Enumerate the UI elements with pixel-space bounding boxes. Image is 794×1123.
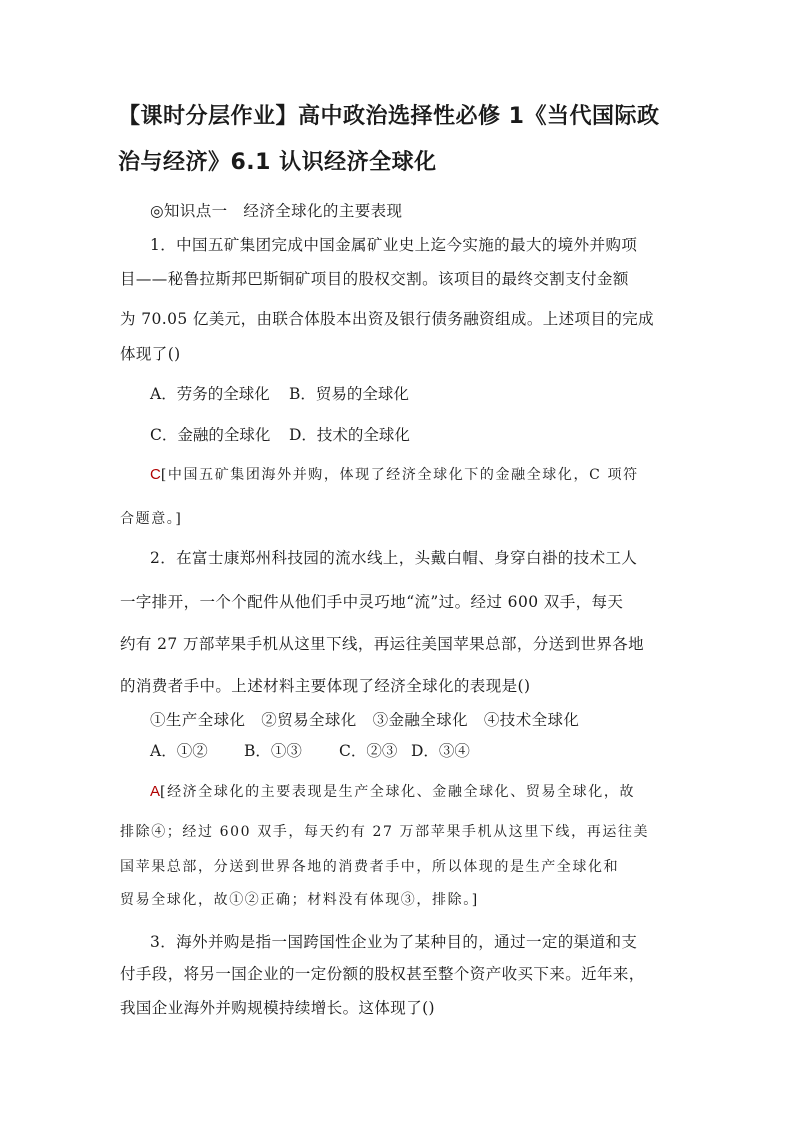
question-2-option-a: A．①②: [150, 742, 208, 760]
question-1-option-c: C．金融的全球化: [150, 426, 271, 444]
question-1-option-d: D．技术的全球化: [289, 426, 410, 444]
question-1-option-b: B．贸易的全球化: [289, 385, 409, 403]
question-2-line-1: 2．在富士康郑州科技园的流水线上，头戴白帽、身穿白褂的技术工人: [150, 549, 638, 567]
question-3-line-3: 我国企业海外并购规模持续增长。这体现了(): [120, 999, 435, 1017]
question-1-option-a: A．劳务的全球化: [150, 385, 270, 403]
document-title-line-1: 【课时分层作业】高中政治选择性必修 1《当代国际政: [118, 104, 660, 129]
question-2-line-4: 的消费者手中。上述材料主要体现了经济全球化的表现是(): [120, 677, 531, 695]
question-1-answer-line-1: [150, 464, 639, 484]
question-1-line-4: 体现了(): [120, 345, 181, 363]
question-1-line-3: 为 70.05 亿美元，由联合体股本出资及银行债务融资组成。上述项目的完成: [120, 310, 655, 328]
question-2-option-c: C．②③: [339, 742, 398, 760]
question-1-line-2: 目——秘鲁拉斯邦巴斯铜矿项目的股权交割。该项目的最终交割支付金额: [120, 270, 629, 288]
document-title-line-2: 治与经济》6.1 认识经济全球化: [118, 150, 437, 175]
question-2-answer-mark: A: [150, 783, 161, 800]
question-2-answer-line-2: 排除④；经过 600 双手，每天约有 27 万部苹果手机从这里下线，再运往美: [120, 824, 650, 840]
question-2-answer-line-4: 贸易全球化，故①②正确；材料没有体现③，排除。]: [120, 892, 479, 908]
question-1-answer-text: [中国五矿集团海外并购，体现了经济全球化下的金融全球化，C 项符: [160, 467, 639, 483]
question-2-option-d: D．③④: [411, 742, 470, 760]
question-2-line-3: 约有 27 万部苹果手机从这里下线，再运往美国苹果总部，分送到世界各地: [120, 635, 645, 653]
question-2-items: ①生产全球化 ②贸易全球化 ③金融全球化 ④技术全球化: [150, 711, 580, 729]
question-2-answer-line-1: [150, 781, 635, 801]
question-2-option-b: B．①③: [244, 742, 302, 760]
question-1-answer-line-2: 合题意。]: [120, 511, 183, 527]
question-3-line-1: 3．海外并购是指一国跨国性企业为了某种目的，通过一定的渠道和支: [150, 933, 638, 951]
question-2-line-2: 一字排开，一个个配件从他们手中灵巧地“流”过。经过 600 双手，每天: [120, 593, 624, 611]
section-heading: ◎知识点一 经济全球化的主要表现: [150, 202, 403, 220]
question-1-answer-mark: C: [150, 466, 161, 483]
question-2-answer-line-3: 国苹果总部，分送到世界各地的消费者手中，所以体现的是生产全球化和: [120, 859, 620, 875]
question-2-answer-text: [经济全球化的主要表现是生产全球化、金融全球化、贸易全球化，故: [160, 784, 636, 800]
question-3-line-2: 付手段，将另一国企业的一定份额的股权甚至整个资产收买下来。近年来，: [120, 965, 645, 983]
question-1-line-1: 1．中国五矿集团完成中国金属矿业史上迄今实施的最大的境外并购项: [150, 236, 638, 254]
